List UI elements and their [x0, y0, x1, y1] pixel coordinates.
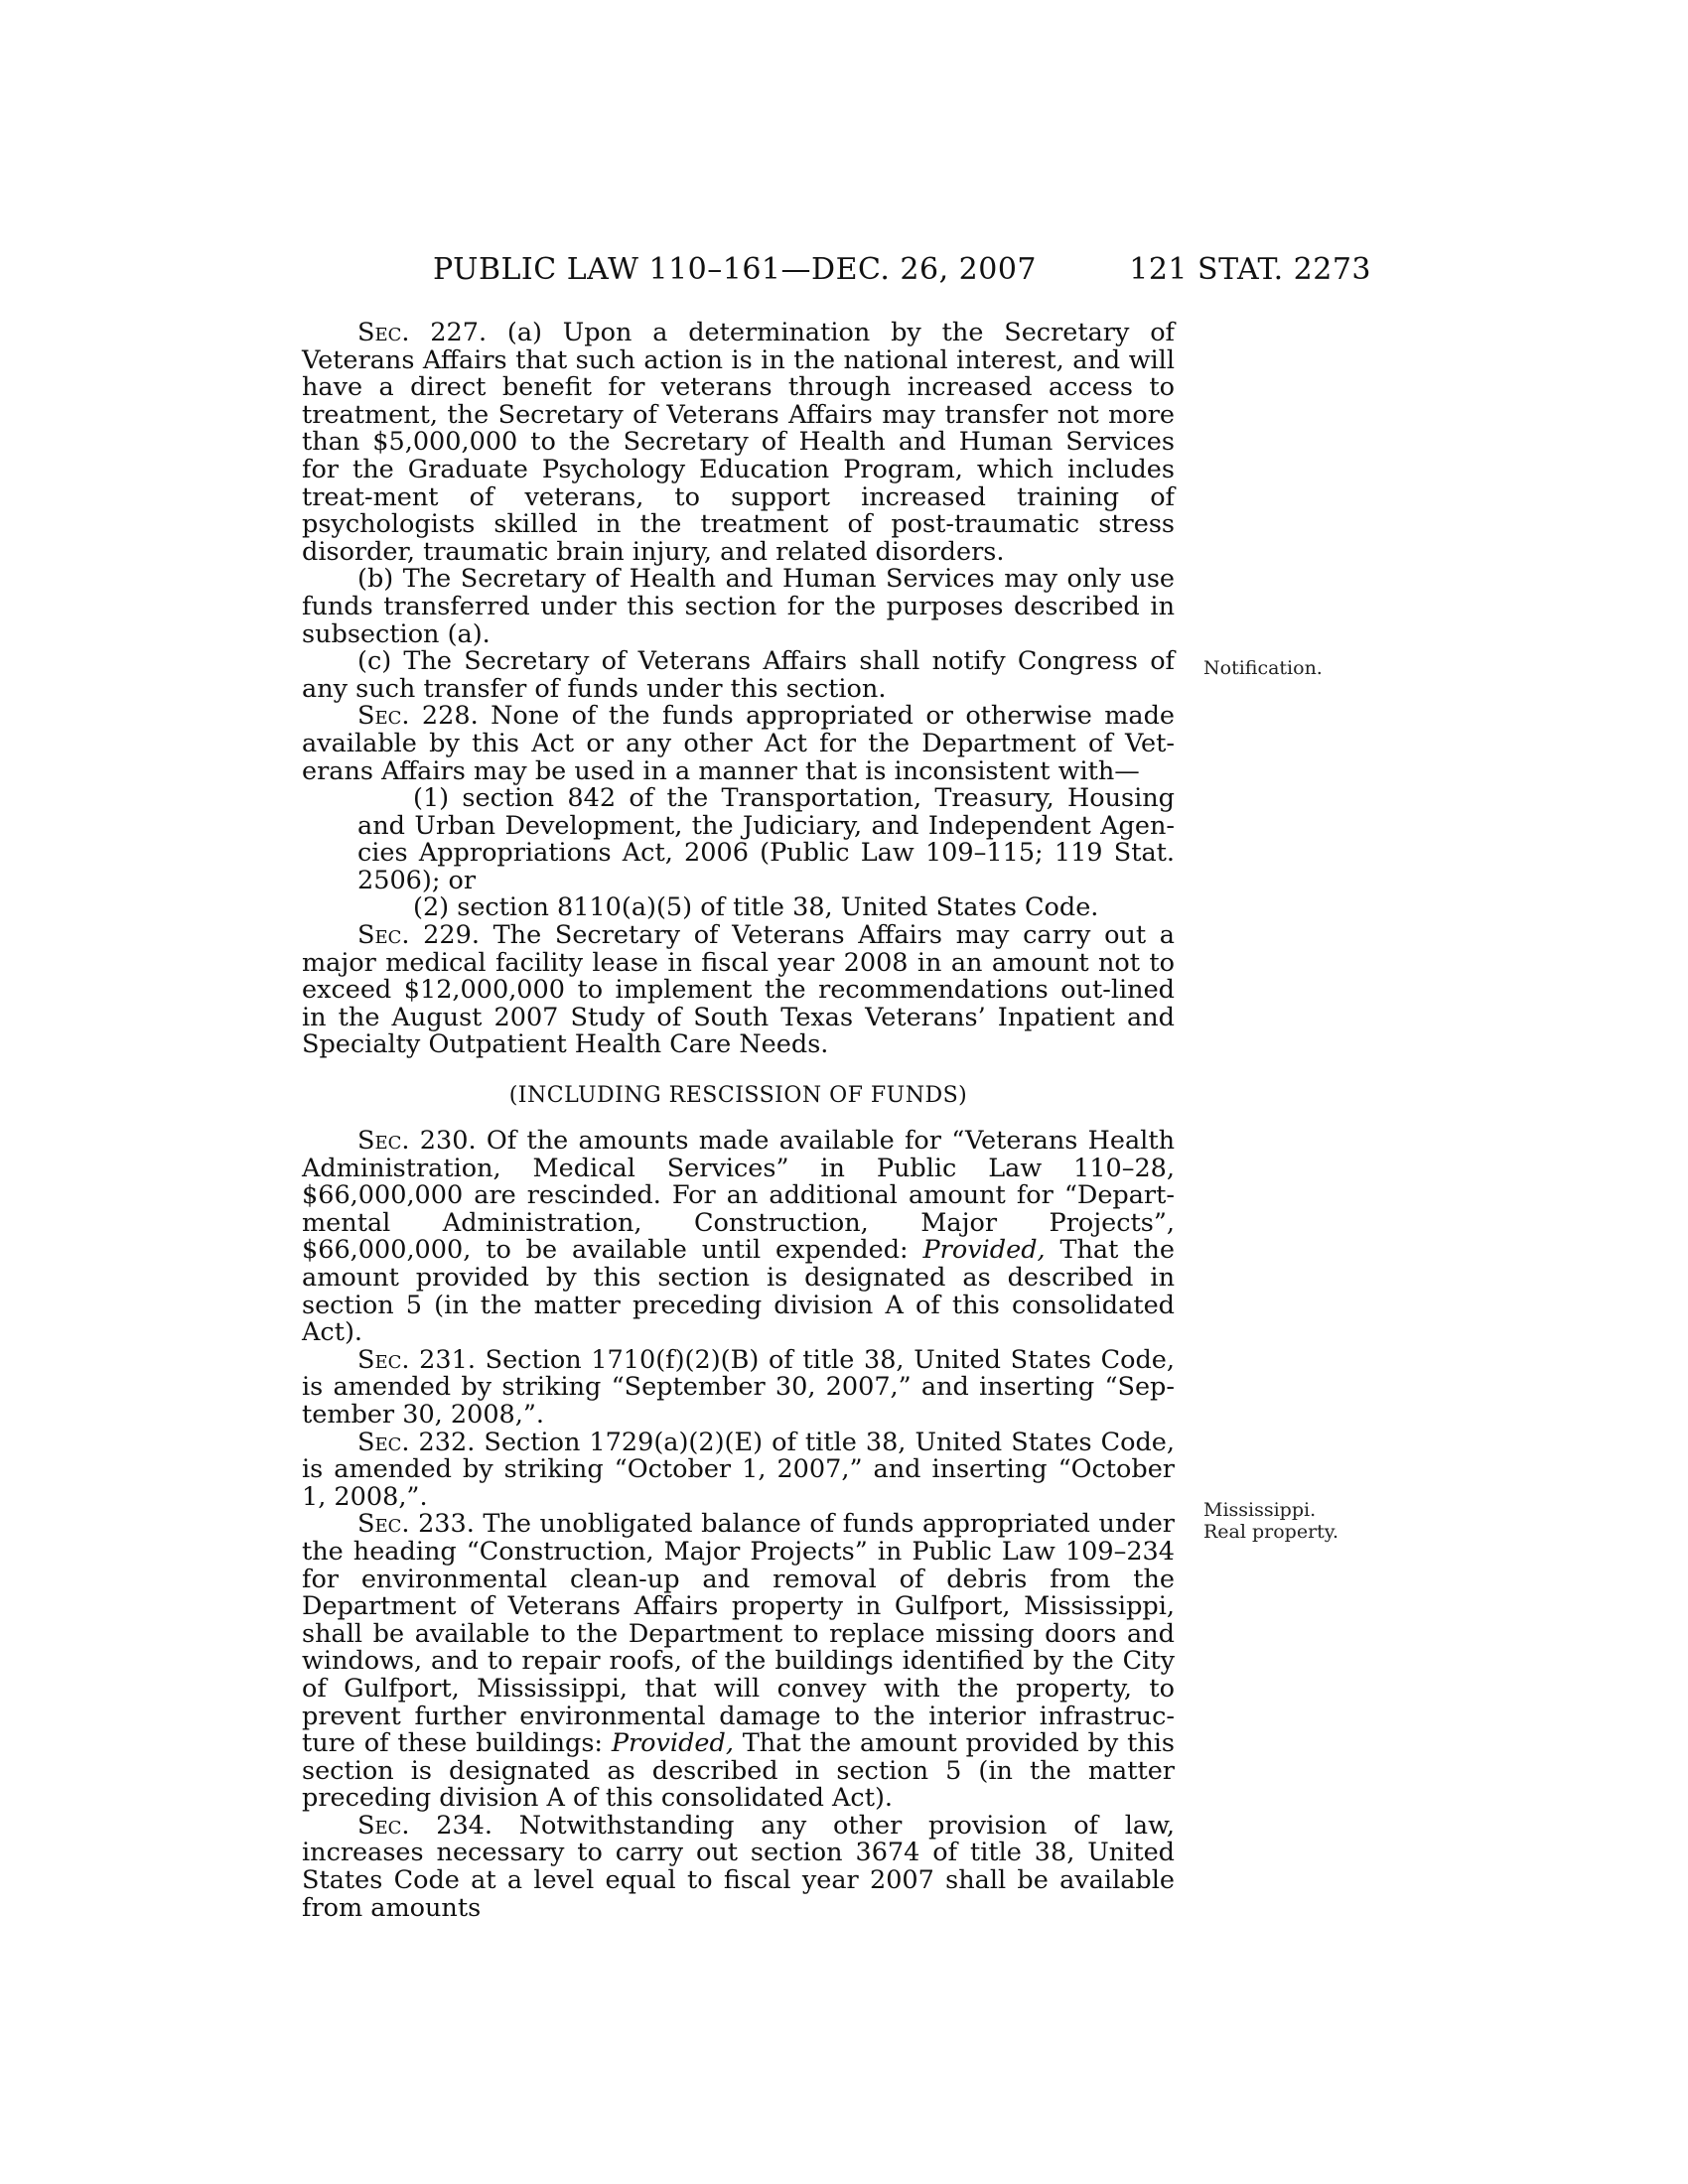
- stat-page-number: 121 STAT. 2273: [1129, 252, 1371, 287]
- provided-italic: Provided,: [922, 1235, 1046, 1266]
- section-231: [302, 1344, 1175, 1430]
- section-234: [302, 1810, 1175, 1923]
- sec-label: Sec: [357, 1344, 402, 1375]
- section-text: That the amount provided by this section is designated as described in section 5 (in the matter preceding division A of this consolidated Act).: [302, 1728, 1175, 1814]
- section-228: [302, 703, 1175, 785]
- margin-note-real-property: Real property.: [1203, 1521, 1339, 1543]
- section-text: . 232. Section 1729(a)(2)(E) of title 38, United States Code, is amended by striking “October 1, 2007,” and inserting “October 1, 2008,”.: [302, 1427, 1175, 1512]
- running-header: [433, 252, 1371, 292]
- section-227-a: [302, 320, 1175, 566]
- sec-label: Sec: [357, 1810, 402, 1841]
- section-text: . 233. The unobligated balance of funds appropriated under the heading “Construction, Major Projects” in Public Law 109–234 for environmental clean-up and removal of debris from the Department of Veterans Affairs property in Gulfport, Mississippi, shall be available to the Department to replace missing doors and windows, and to repair roofs, of the buildings identified by the City of Gulfport, Mississippi, that will convey with the property, to prevent further environmental damage to the interior infrastruc-ture of these buildings:: [302, 1509, 1175, 1759]
- sec-label: Sec: [357, 1509, 402, 1540]
- section-233: [302, 1511, 1175, 1813]
- margin-note-notification: Notification.: [1203, 657, 1323, 679]
- sec-label: Sec: [357, 920, 402, 951]
- sec-label: Sec: [357, 701, 402, 732]
- section-text: . 231. Section 1710(f)(2)(B) of title 38, United States Code, is amended by striking “September 30, 2007,” and inserting “Sep-tember 30, 2008,”.: [302, 1344, 1175, 1430]
- section-text: . 228. None of the funds appropriated or otherwise made available by this Act or any other Act for the Department of Vet-erans Affairs may be used in a manner that is inconsistent with—: [302, 701, 1175, 786]
- section-227-b: (b) The Secretary of Health and Human Services may only use funds transferred under this section for the purposes described in subsection (a).: [302, 564, 1175, 649]
- provided-italic: Provided,: [611, 1728, 734, 1759]
- sec-label: Sec: [357, 318, 402, 347]
- section-230: [302, 1128, 1175, 1347]
- section-text: . 234. Notwithstanding any other provision of law, increases necessary to carry out section 3674 of title 38, United States Code at a level equal to fiscal year 2007 shall be available from amounts: [302, 1810, 1175, 1923]
- section-232: [302, 1427, 1175, 1512]
- section-text: . 230. Of the amounts made available for “Veterans Health Administration, Medical Services” in Public Law 110–28, $66,000,000 are rescinded. For an additional amount for “Depart-mental Administration, Construction, Major Projects”, $66,000,000, to be available until expended:: [302, 1126, 1175, 1266]
- public-law-title: PUBLIC LAW 110–161—DEC. 26, 2007: [433, 252, 1038, 287]
- margin-note-mississippi: Mississippi.: [1203, 1499, 1317, 1521]
- section-229: [302, 922, 1175, 1059]
- section-text: . 227. (a) Upon a determination by the Secretary of Veterans Affairs that such action is in the national interest, and will have a direct benefit for veterans through increased access to treatment, the Secretary of Veterans Affairs may transfer not more than $5,000,000 to the Secretary of Health and Human Services for the Graduate Psychology Education Program, which includes treat-ment of veterans, to support increased training of psychologists skilled in the treatment of post-traumatic stress disorder, traumatic brain injury, and related disorders.: [302, 318, 1175, 567]
- sec-label: Sec: [357, 1427, 402, 1457]
- sec-label: Sec: [357, 1126, 402, 1157]
- section-228-item-2: (2) section 8110(a)(5) of title 38, United States Code.: [413, 892, 1099, 923]
- rescission-heading: (INCLUDING RESCISSION OF FUNDS): [508, 1083, 968, 1109]
- section-text: That the amount provided by this section is designated as described in section 5 (in the matter preceding division A of this consolidated Act).: [302, 1235, 1176, 1348]
- section-228-item-1: (1) section 842 of the Transportation, Treasury, Housing and Urban Development, the Judiciary, and Independent Agen-cies Appropriations Act, 2006 (Public Law 109–115; 119 Stat. 2506); or: [357, 783, 1175, 895]
- section-227-c: (c) The Secretary of Veterans Affairs shall notify Congress of any such transfer of funds under this section.: [302, 646, 1175, 704]
- document-body: [302, 320, 1175, 1922]
- section-text: . 229. The Secretary of Veterans Affairs may carry out a major medical facility lease in fiscal year 2008 in an amount not to exceed $12,000,000 to implement the recommendations out-lined in the August 2007 Study of South Texas Veterans’ Inpatient and Specialty Outpatient Health Care Needs.: [302, 920, 1175, 1060]
